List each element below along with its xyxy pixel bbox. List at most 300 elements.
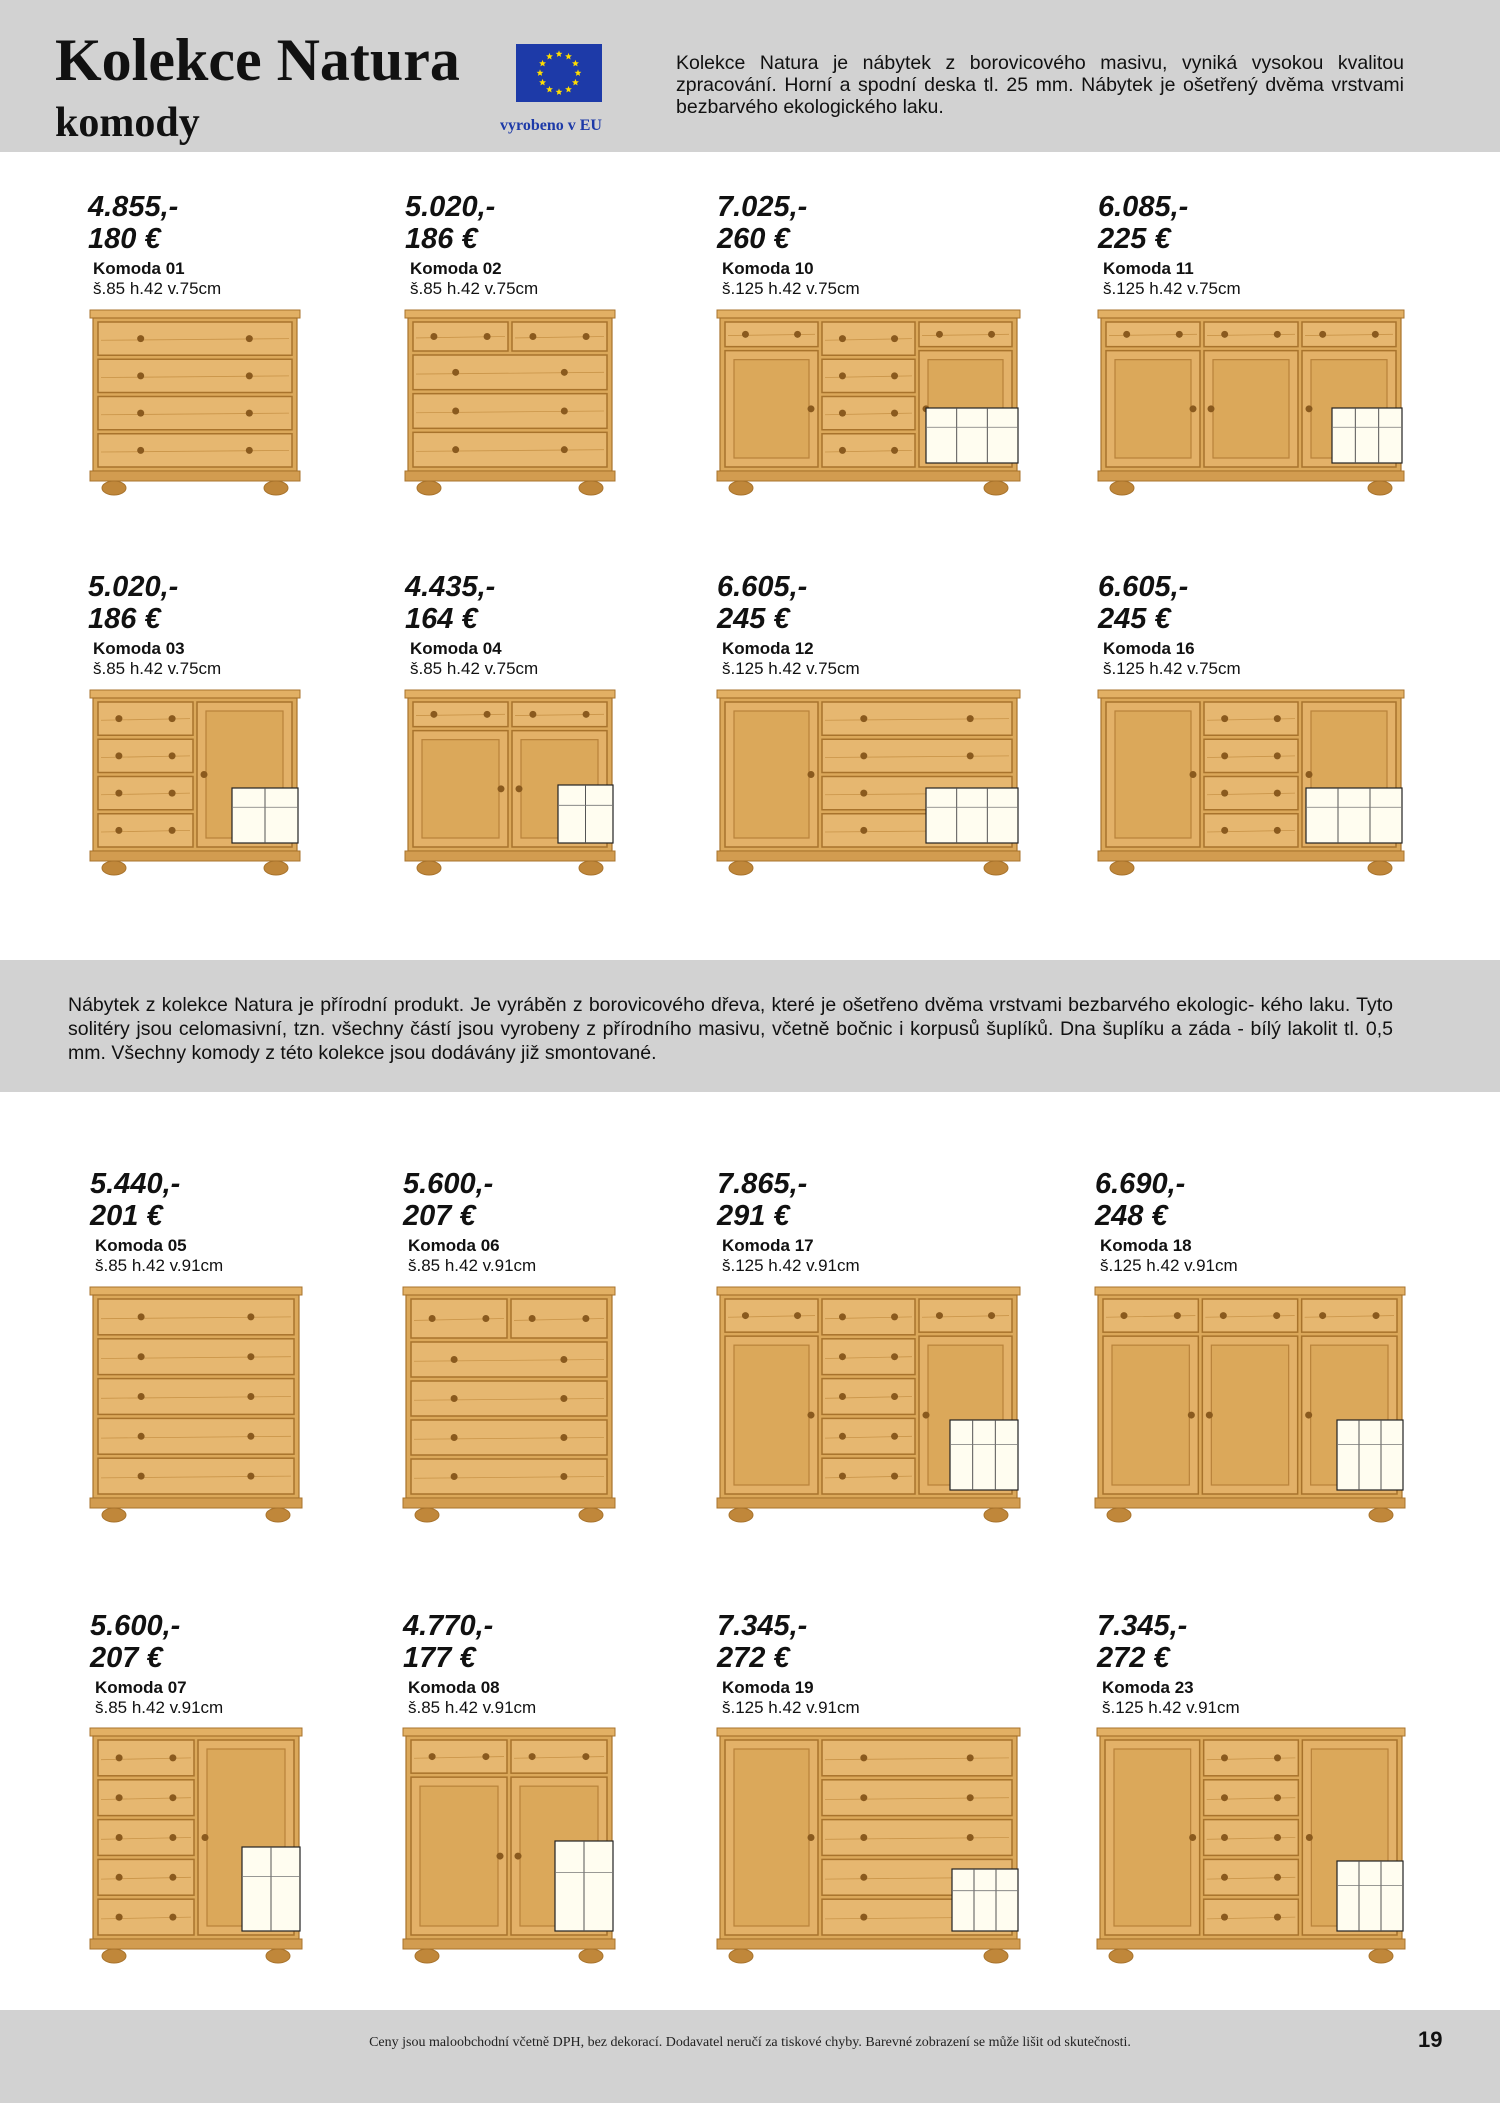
knob (529, 333, 536, 340)
knob (169, 752, 176, 759)
product-dimensions: š.85 h.42 v.91cm (408, 1256, 537, 1275)
collection-note: Nábytek z kolekce Natura je přírodní produkt. Je vyráběn z borovicového dřeva, které je ošetřeno dvěma vrstvami bezbarvého ekologic- kého laku. Tyto solitéry jsou celomasivní, tzn. všechny částí jsou vyrobeny z přírodního masivu, včetně bočnic i korpusů šuplíků. Dna šuplíku a záda - bílý lakolit tl. 0,5 mm. Všechny komody z této kolekce jsou dodávány již smontované. (68, 994, 1393, 1064)
product-dimensions: š.125 h.42 v.75cm (1103, 659, 1241, 678)
foot (417, 481, 441, 495)
knob (1221, 1794, 1228, 1801)
product-komoda-19 (717, 1610, 967, 1718)
foot (984, 1508, 1008, 1522)
layout-diagram (1306, 788, 1402, 843)
knob (1220, 1312, 1227, 1319)
chest-17-image (717, 1287, 1020, 1522)
foot (264, 861, 288, 875)
price-czk: 6.690,- (1095, 1168, 1186, 1200)
knob (1273, 1312, 1280, 1319)
price-czk: 5.600,- (403, 1168, 494, 1200)
knob (1373, 1312, 1380, 1319)
knob (515, 1853, 522, 1860)
foot (579, 1949, 603, 1963)
knob (936, 1312, 943, 1319)
knob (1274, 752, 1281, 759)
knob (1176, 331, 1183, 338)
knob (115, 790, 122, 797)
product-dimensions: š.125 h.42 v.75cm (722, 659, 860, 678)
knob (839, 447, 846, 454)
knob (860, 790, 867, 797)
top-board (717, 1728, 1020, 1736)
knob (1206, 1412, 1213, 1419)
top-board (1095, 1287, 1405, 1295)
footer-band (0, 2010, 1500, 2103)
knob (839, 335, 846, 342)
price-czk: 4.435,- (405, 571, 496, 603)
chest-10-image (717, 310, 1020, 495)
top-board (90, 1728, 302, 1736)
price-czk: 5.020,- (88, 571, 179, 603)
knob (201, 771, 208, 778)
price-eur: 201 € (90, 1200, 163, 1232)
knob (452, 369, 459, 376)
product-name: Komoda 18 (1100, 1236, 1192, 1255)
knob (246, 372, 253, 379)
knob (137, 372, 144, 379)
top-board (1097, 1728, 1405, 1736)
knob (561, 408, 568, 415)
knob (116, 1794, 123, 1801)
collection-intro: Kolekce Natura je nábytek z borovicového masivu, vyniká vysokou kvalitou zpracování. Horní a spodní deska tl. 25 mm. Nábytek je ošetřený dvěma vrstvami bezbarvého ekologického laku. (676, 52, 1404, 118)
knob (137, 410, 144, 417)
knob (1274, 1914, 1281, 1921)
knob (529, 1315, 536, 1322)
foot (102, 861, 126, 875)
door-panel (734, 360, 809, 458)
knob (839, 1313, 846, 1320)
door-panel (1115, 711, 1191, 838)
knob (1306, 1834, 1313, 1841)
product-komoda-02 (405, 191, 655, 299)
base-board (1098, 471, 1404, 481)
knob (451, 1395, 458, 1402)
knob (742, 331, 749, 338)
door-panel (1213, 360, 1289, 458)
knob (247, 1393, 254, 1400)
price-czk: 7.345,- (717, 1610, 808, 1642)
knob (116, 1754, 123, 1761)
knob (988, 331, 995, 338)
page-subtitle: komody (55, 100, 200, 146)
top-board (405, 690, 615, 698)
knob (138, 1393, 145, 1400)
base-board (405, 471, 615, 481)
product-dimensions: š.85 h.42 v.91cm (95, 1256, 224, 1275)
knob (246, 447, 253, 454)
knob (482, 1315, 489, 1322)
knob (839, 1393, 846, 1400)
knob (169, 790, 176, 797)
layout-diagram (950, 1420, 1018, 1490)
chest-16-image (1098, 690, 1404, 875)
price-eur: 260 € (717, 223, 790, 255)
top-board (403, 1728, 615, 1736)
foot (1107, 1508, 1131, 1522)
knob (138, 1473, 145, 1480)
price-czk: 7.025,- (717, 191, 808, 223)
knob (1208, 405, 1215, 412)
knob (1189, 1834, 1196, 1841)
knob (138, 1353, 145, 1360)
knob (561, 369, 568, 376)
knob (202, 1834, 209, 1841)
foot (417, 861, 441, 875)
knob (1274, 331, 1281, 338)
knob (560, 1395, 567, 1402)
product-name: Komoda 16 (1103, 639, 1195, 658)
knob (1221, 1874, 1228, 1881)
knob (451, 1356, 458, 1363)
knob (583, 711, 590, 718)
price-eur: 291 € (717, 1200, 790, 1232)
knob (1274, 1834, 1281, 1841)
chest-19-image (717, 1728, 1020, 1963)
foot (266, 1949, 290, 1963)
knob (137, 447, 144, 454)
top-board (717, 690, 1020, 698)
knob (839, 410, 846, 417)
knob (860, 1834, 867, 1841)
knob (1221, 827, 1228, 834)
product-komoda-18 (1095, 1168, 1345, 1276)
knob (116, 1874, 123, 1881)
knob (497, 1853, 504, 1860)
knob (169, 715, 176, 722)
knob (967, 1754, 974, 1761)
knob (891, 1473, 898, 1480)
price-eur: 186 € (405, 223, 478, 255)
foot (579, 481, 603, 495)
product-name: Komoda 05 (95, 1236, 187, 1255)
product-dimensions: š.125 h.42 v.91cm (1100, 1256, 1238, 1275)
knob (560, 1473, 567, 1480)
made-in-eu-caption: vyrobeno v EU (500, 117, 602, 134)
product-dimensions: š.125 h.42 v.91cm (1102, 1698, 1240, 1717)
knob (560, 1434, 567, 1441)
knob (1174, 1312, 1181, 1319)
door-panel (734, 711, 809, 838)
base-board (90, 471, 300, 481)
price-eur: 186 € (88, 603, 161, 635)
knob (1190, 771, 1197, 778)
product-name: Komoda 07 (95, 1678, 187, 1697)
knob (115, 827, 122, 834)
foot (102, 1949, 126, 1963)
knob (891, 1313, 898, 1320)
chest-12-image (717, 690, 1020, 875)
knob (1274, 1754, 1281, 1761)
price-eur: 272 € (1097, 1642, 1170, 1674)
knob (742, 1312, 749, 1319)
knob (169, 1874, 176, 1881)
product-komoda-17 (717, 1168, 967, 1276)
knob (430, 711, 437, 718)
foot (1369, 1949, 1393, 1963)
knob (967, 1794, 974, 1801)
foot (579, 861, 603, 875)
product-dimensions: š.85 h.42 v.75cm (93, 279, 222, 298)
knob (1221, 715, 1228, 722)
product-dimensions: š.125 h.42 v.75cm (722, 279, 860, 298)
knob (484, 333, 491, 340)
knob (1274, 1874, 1281, 1881)
knob (839, 1433, 846, 1440)
foot (1110, 861, 1134, 875)
knob (1123, 331, 1130, 338)
knob (1190, 405, 1197, 412)
knob (794, 331, 801, 338)
product-komoda-03 (88, 571, 338, 679)
foot (264, 481, 288, 495)
knob (891, 410, 898, 417)
price-czk: 4.770,- (403, 1610, 494, 1642)
door-panel (1112, 1345, 1189, 1485)
knob (169, 827, 176, 834)
knob (430, 333, 437, 340)
knob (583, 333, 590, 340)
knob (247, 1433, 254, 1440)
product-komoda-04 (405, 571, 655, 679)
knob (451, 1434, 458, 1441)
foot (984, 481, 1008, 495)
knob (138, 1433, 145, 1440)
base-board (1098, 851, 1404, 861)
knob (1221, 752, 1228, 759)
door-panel (1211, 1345, 1288, 1485)
product-komoda-06 (403, 1168, 653, 1276)
knob (1319, 331, 1326, 338)
product-komoda-10 (717, 191, 967, 299)
top-board (717, 1287, 1020, 1295)
top-board (405, 310, 615, 318)
price-czk: 6.605,- (1098, 571, 1189, 603)
knob (839, 1353, 846, 1360)
layout-diagram (926, 408, 1018, 463)
product-dimensions: š.125 h.42 v.91cm (722, 1256, 860, 1275)
price-eur: 207 € (90, 1642, 163, 1674)
knob (891, 372, 898, 379)
foot (1368, 861, 1392, 875)
knob (561, 446, 568, 453)
top-board (717, 310, 1020, 318)
price-eur: 245 € (717, 603, 790, 635)
foot (415, 1508, 439, 1522)
base-board (405, 851, 615, 861)
knob (860, 715, 867, 722)
price-czk: 7.865,- (717, 1168, 808, 1200)
chest-11-image (1098, 310, 1404, 495)
price-eur: 180 € (88, 223, 161, 255)
knob (988, 1312, 995, 1319)
chest-04-image (405, 690, 615, 875)
door-panel (1115, 360, 1191, 458)
product-dimensions: š.125 h.42 v.75cm (1103, 279, 1241, 298)
door-panel (1114, 1749, 1191, 1926)
base-board (403, 1939, 615, 1949)
product-name: Komoda 01 (93, 259, 185, 278)
knob (451, 1473, 458, 1480)
knob (1120, 1312, 1127, 1319)
foot (729, 1508, 753, 1522)
foot (729, 1949, 753, 1963)
knob (452, 446, 459, 453)
price-eur: 225 € (1098, 223, 1171, 255)
layout-diagram (926, 788, 1018, 843)
knob (1306, 405, 1313, 412)
knob (169, 1794, 176, 1801)
foot (729, 861, 753, 875)
base-board (717, 1498, 1020, 1508)
product-komoda-05 (90, 1168, 340, 1276)
product-name: Komoda 19 (722, 1678, 814, 1697)
top-board (90, 310, 300, 318)
foot (415, 1949, 439, 1963)
knob (967, 1834, 974, 1841)
price-eur: 164 € (405, 603, 478, 635)
knob (137, 335, 144, 342)
layout-diagram (1332, 408, 1402, 463)
knob (1274, 715, 1281, 722)
footer-disclaimer: Ceny jsou maloobchodní včetně DPH, bez dekorací. Dodavatel neručí za tiskové chyby. Barevné zobrazení se může lišit od skutečnosti. (369, 2035, 1131, 2050)
knob (891, 1353, 898, 1360)
knob (247, 1313, 254, 1320)
knob (808, 771, 815, 778)
knob (808, 1834, 815, 1841)
page-title: Kolekce Natura (55, 27, 460, 93)
foot (1369, 1508, 1393, 1522)
knob (1221, 1834, 1228, 1841)
base-board (717, 851, 1020, 861)
knob (1274, 1794, 1281, 1801)
knob (891, 335, 898, 342)
base-board (1097, 1939, 1405, 1949)
knob (169, 1754, 176, 1761)
door-panel (734, 1345, 809, 1485)
knob (452, 408, 459, 415)
product-name: Komoda 12 (722, 639, 814, 658)
price-czk: 7.345,- (1097, 1610, 1188, 1642)
knob (967, 752, 974, 759)
base-board (1095, 1498, 1405, 1508)
product-dimensions: š.85 h.42 v.75cm (93, 659, 222, 678)
product-name: Komoda 03 (93, 639, 185, 658)
knob (1319, 1312, 1326, 1319)
price-eur: 245 € (1098, 603, 1171, 635)
knob (1274, 790, 1281, 797)
layout-diagram (1337, 1420, 1403, 1490)
knob (967, 715, 974, 722)
price-eur: 248 € (1095, 1200, 1168, 1232)
product-komoda-08 (403, 1610, 653, 1718)
knob (794, 1312, 801, 1319)
door-panel (420, 1786, 498, 1926)
knob (1221, 331, 1228, 338)
chest-01-image (90, 310, 300, 495)
knob (116, 1834, 123, 1841)
foot (266, 1508, 290, 1522)
eu-flag-icon (516, 44, 602, 102)
chest-06-image (403, 1287, 615, 1522)
foot (1110, 481, 1134, 495)
knob (169, 1834, 176, 1841)
product-name: Komoda 23 (1102, 1678, 1194, 1697)
product-dimensions: š.85 h.42 v.75cm (410, 659, 539, 678)
knob (808, 1412, 815, 1419)
price-czk: 4.855,- (88, 191, 179, 223)
top-board (403, 1287, 615, 1295)
chest-03-image (90, 690, 300, 875)
chest-18-image (1095, 1287, 1405, 1522)
knob (936, 331, 943, 338)
product-name: Komoda 02 (410, 259, 502, 278)
chest-07-image (90, 1728, 302, 1963)
product-name: Komoda 10 (722, 259, 814, 278)
price-czk: 5.020,- (405, 191, 496, 223)
foot (1109, 1949, 1133, 1963)
product-dimensions: š.85 h.42 v.91cm (95, 1698, 224, 1717)
product-dimensions: š.125 h.42 v.91cm (722, 1698, 860, 1717)
page-number: 19 (1418, 2027, 1443, 2052)
layout-diagram (1337, 1861, 1403, 1931)
product-komoda-11 (1098, 191, 1348, 299)
product-dimensions: š.85 h.42 v.75cm (410, 279, 539, 298)
knob (582, 1315, 589, 1322)
price-czk: 6.605,- (717, 571, 808, 603)
price-eur: 272 € (717, 1642, 790, 1674)
knob (116, 1914, 123, 1921)
door-panel (734, 1749, 809, 1926)
product-komoda-01 (88, 191, 338, 299)
knob (1221, 1914, 1228, 1921)
knob (247, 1473, 254, 1480)
product-name: Komoda 04 (410, 639, 502, 658)
knob (1306, 771, 1313, 778)
price-czk: 6.085,- (1098, 191, 1189, 223)
knob (839, 372, 846, 379)
foot (579, 1508, 603, 1522)
knob (860, 1754, 867, 1761)
knob (1188, 1412, 1195, 1419)
foot (102, 481, 126, 495)
knob (529, 711, 536, 718)
base-board (717, 471, 1020, 481)
knob (138, 1313, 145, 1320)
foot (729, 481, 753, 495)
knob (582, 1753, 589, 1760)
chest-08-image (403, 1728, 615, 1963)
knob (923, 1412, 930, 1419)
knob (115, 752, 122, 759)
knob (808, 405, 815, 412)
foot (984, 861, 1008, 875)
knob (1221, 1754, 1228, 1761)
knob (860, 1794, 867, 1801)
knob (860, 827, 867, 834)
product-name: Komoda 06 (408, 1236, 500, 1255)
product-komoda-12 (717, 571, 967, 679)
knob (247, 1353, 254, 1360)
knob (860, 1874, 867, 1881)
chest-05-image (90, 1287, 302, 1522)
base-board (717, 1939, 1020, 1949)
foot (984, 1949, 1008, 1963)
knob (498, 785, 505, 792)
